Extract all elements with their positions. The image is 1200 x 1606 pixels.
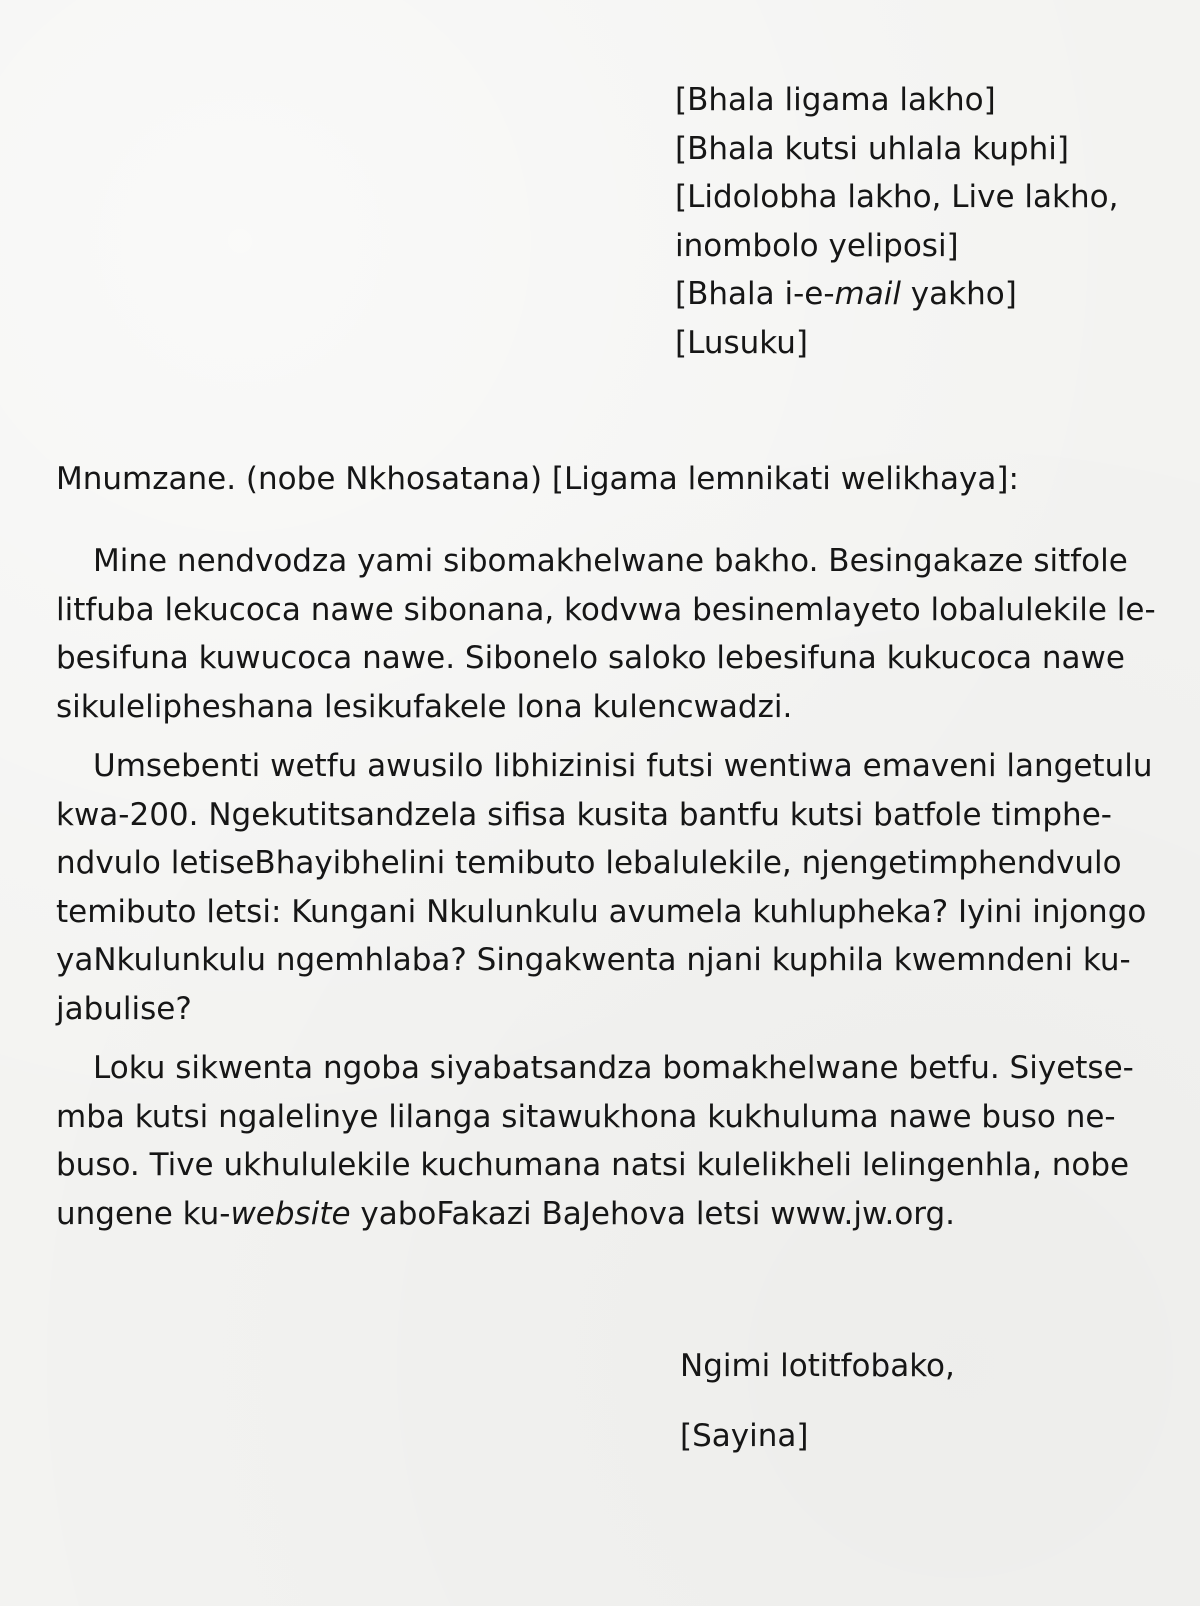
paragraph-3	[56, 1044, 1166, 1238]
paragraph-line: Umsebenti wetfu awusilo libhizinisi futsi wentiwa emaveni langetulu	[93, 748, 1153, 784]
letter-body	[56, 537, 1166, 1249]
paragraph-last-line	[56, 1190, 1166, 1239]
closing: Ngimi lotitfobako,	[680, 1348, 955, 1384]
paragraph-line: litfuba lekucoca nawe sibonana, kodvwa besinemlayeto lobalulekile le-	[56, 591, 1156, 628]
last-line-italic: website	[230, 1195, 351, 1232]
sender-date: [Lusuku]	[675, 324, 809, 361]
sender-city-line-1: [Lidolobha lakho, Live lakho,	[675, 179, 1119, 215]
sender-address-block	[675, 76, 1175, 367]
sender-city-line-2: inombolo yeliposi]	[675, 227, 959, 264]
paragraph-line: yaNkulunkulu ngemhlaba? Singakwenta njani kuphila kwemndeni ku-	[56, 942, 1131, 978]
last-line-prefix: ungene ku-	[56, 1195, 231, 1232]
paragraph-line: temibuto letsi: Kungani Nkulunkulu avumela kuhlupheka? Iyini injongo	[56, 893, 1147, 930]
last-line-suffix: yaboFakazi BaJehova letsi www.jw.org.	[350, 1195, 956, 1232]
paragraph-line: buso. Tive ukhululekile kuchumana natsi kulelikheli lelingenhla, nobe	[56, 1147, 1130, 1183]
paragraph-line: besifuna kuwucoca nawe. Sibonelo saloko lebesifuna kukucoca nawe	[56, 640, 1125, 676]
paragraph-line: Loku sikwenta ngoba siyabatsandza bomakhelwane betfu. Siyetse-	[93, 1050, 1134, 1086]
sender-address: [Bhala kutsi uhlala kuphi]	[675, 130, 1069, 167]
paragraph-1	[56, 537, 1166, 731]
paragraph-line: jabulise?	[56, 990, 192, 1027]
sender-email-prefix: [Bhala i-e-	[675, 276, 835, 312]
paragraph-line: sikulelipheshana lesikufakele lona kulencwadzi.	[56, 688, 793, 725]
sender-email-suffix: yakho]	[900, 276, 1017, 312]
sender-name: [Bhala ligama lakho]	[675, 82, 996, 118]
sender-email	[675, 270, 1175, 319]
paragraph-line: ndvulo letiseBhayibhelini temibuto lebalulekile, njengetimphendvulo	[56, 845, 1122, 881]
salutation: Mnumzane. (nobe Nkhosatana) [Ligama lemnikati welikhaya]:	[56, 461, 1019, 497]
paragraph-line: Mine nendvodza yami sibomakhelwane bakho. Besingakaze sitfole	[93, 543, 1128, 579]
sender-email-italic: mail	[834, 276, 901, 312]
paragraph-line: mba kutsi ngalelinye lilanga sitawukhona kukhuluma nawe buso ne-	[56, 1098, 1116, 1135]
paragraph-2	[56, 742, 1166, 1033]
signature-placeholder: [Sayina]	[680, 1418, 809, 1454]
paragraph-line: kwa-200. Ngekutitsandzela sifisa kusita bantfu kutsi batfole timphe-	[56, 796, 1112, 833]
